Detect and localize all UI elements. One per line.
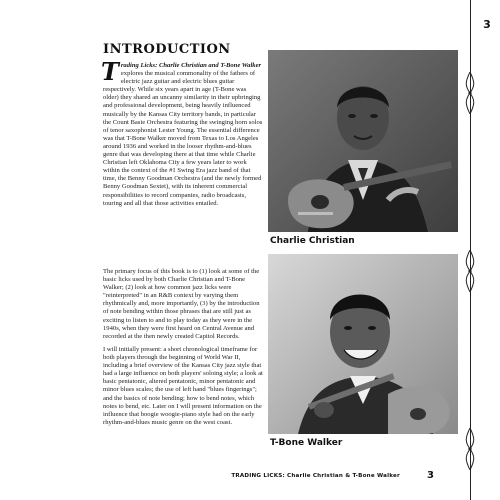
book-title-lead: rading Licks: Charlie Christian and T-Bone Walker bbox=[120, 62, 262, 69]
charlie-caption: Charlie Christian bbox=[270, 236, 355, 246]
paragraph-2: The primary focus of this book is to (1) look at some of the basic licks used by both Charlie Christian and T-Bone Walker; (2) look at how common jazz licks were "reinterpreted" in an R&B context by varying them rhythmically and, more importantly, (3) by the introduction of note bending within those phrases that are still just as exciting to listen to and to play today as they were in the 1940s, when they were first heard on Central Avenue and recorded at the then newly created Capitol Records. bbox=[103, 268, 260, 340]
focus-paragraph bbox=[103, 268, 263, 341]
intro-paragraph bbox=[101, 57, 263, 208]
overview-paragraph bbox=[103, 346, 263, 427]
tbone-caption: T-Bone Walker bbox=[270, 438, 343, 448]
ornament-icon bbox=[461, 72, 479, 114]
page-number-top: 3 bbox=[483, 18, 491, 31]
page-number-bottom: 3 bbox=[427, 470, 434, 481]
ornament-icon bbox=[461, 250, 479, 292]
ornament-icon bbox=[461, 428, 479, 470]
intro-body: explores the musical commonality of the fathers of electric jazz guitar and electric blues guitar respectively. While six years apart in age (T-Bone was older) they shared an uncanny similarity in their upbringing and professional development, being heavily influenced musically by the Kansas City territory bands, in particular the Count Basie Orchestra featuring the swinging horn solos of tenor saxophonist Lester Young. The essential difference was that T-Bone Walker moved from Texas to Los Angeles around 1936 and worked in the looser rhythm-and-blues genre that was developing there at that time while Charlie Christian left Oklahoma City a few years later to work within the context of the #1 Swing Era jazz band of that time, the Benny Goodman Orchestra (and the newly formed Benny Goodman Sextet), with its inherent commercial responsibilities to record companies, radio broadcasts, touring and all that those activities entailed. bbox=[103, 70, 263, 207]
running-footer: TRADING LICKS: Charlie Christian & T-Bone Walker bbox=[231, 473, 400, 479]
tbone-walker-photo bbox=[268, 254, 458, 434]
charlie-christian-photo bbox=[268, 50, 458, 232]
paragraph-3: I will initially present: a short chronological timeframe for both players through the beginning of World War II, including a brief overview of the Kansas City jazz style that had a large influence on both players' soloing style; a look at basic pentatonic, altered pentatonic, minor pentatonic and minor blues scales; the use of left hand "blues fingerings"; and the basics of note bending; how to bend notes, which notes to bend, etc. Later on I will present information on the influence that boogie woogie-piano style had on the early rhythm-and-blues music genre on the west coast. bbox=[103, 346, 263, 426]
page-title: INTRODUCTION bbox=[103, 42, 231, 57]
drop-cap: T bbox=[101, 57, 119, 86]
